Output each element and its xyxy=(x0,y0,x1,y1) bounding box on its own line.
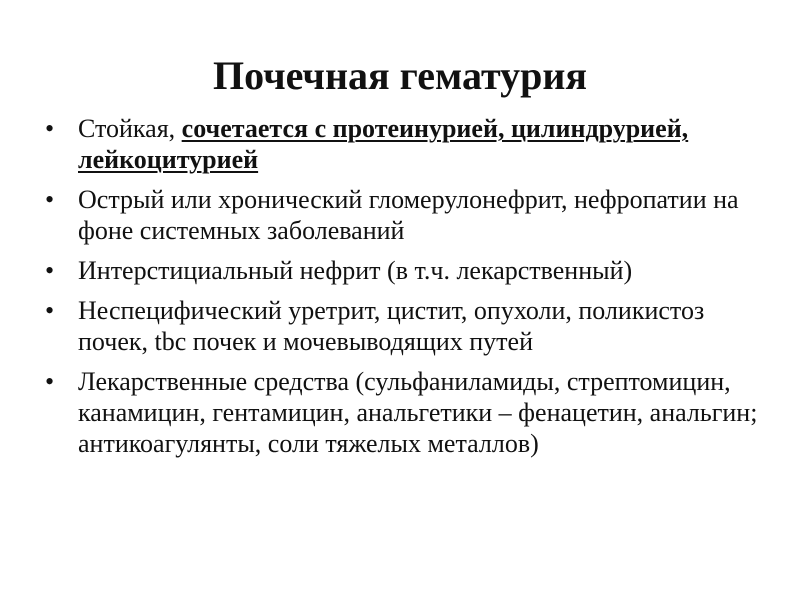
bullet-marker: • xyxy=(45,185,55,214)
bullet-marker: • xyxy=(45,296,55,325)
bullet-text-emphasis: сочетается с протеинурией, цилиндрурией, лейкоцитурией xyxy=(78,114,689,174)
bullet-marker: • xyxy=(45,256,55,285)
bullet-item-4 xyxy=(42,295,762,357)
slide-title: Почечная гематурия xyxy=(212,53,588,98)
bullet-text: Неспецифический уретрит, цистит, опухоли, поликистоз почек, tbc почек и мочевыводящих путей xyxy=(78,296,705,356)
bullet-list xyxy=(42,113,762,468)
bullet-item-3 xyxy=(42,255,762,286)
bullet-text: Лекарственные средства (сульфаниламиды, стрептомицин, канамицин, гентамицин, анальгетики – фенацетин, анальгин; антикоагулянты, соли тяжелых металлов) xyxy=(78,367,758,458)
bullet-item-2 xyxy=(42,184,762,246)
bullet-marker: • xyxy=(45,114,55,143)
bullet-text: Интерстициальный нефрит (в т.ч. лекарственный) xyxy=(78,256,633,285)
bullet-item-5 xyxy=(42,366,762,459)
bullet-text-lead: Стойкая, xyxy=(78,114,182,143)
bullet-text: Острый или хронический гломерулонефрит, нефропатии на фоне системных заболеваний xyxy=(78,185,739,245)
bullet-item-1 xyxy=(42,113,762,175)
bullet-marker: • xyxy=(45,367,55,396)
